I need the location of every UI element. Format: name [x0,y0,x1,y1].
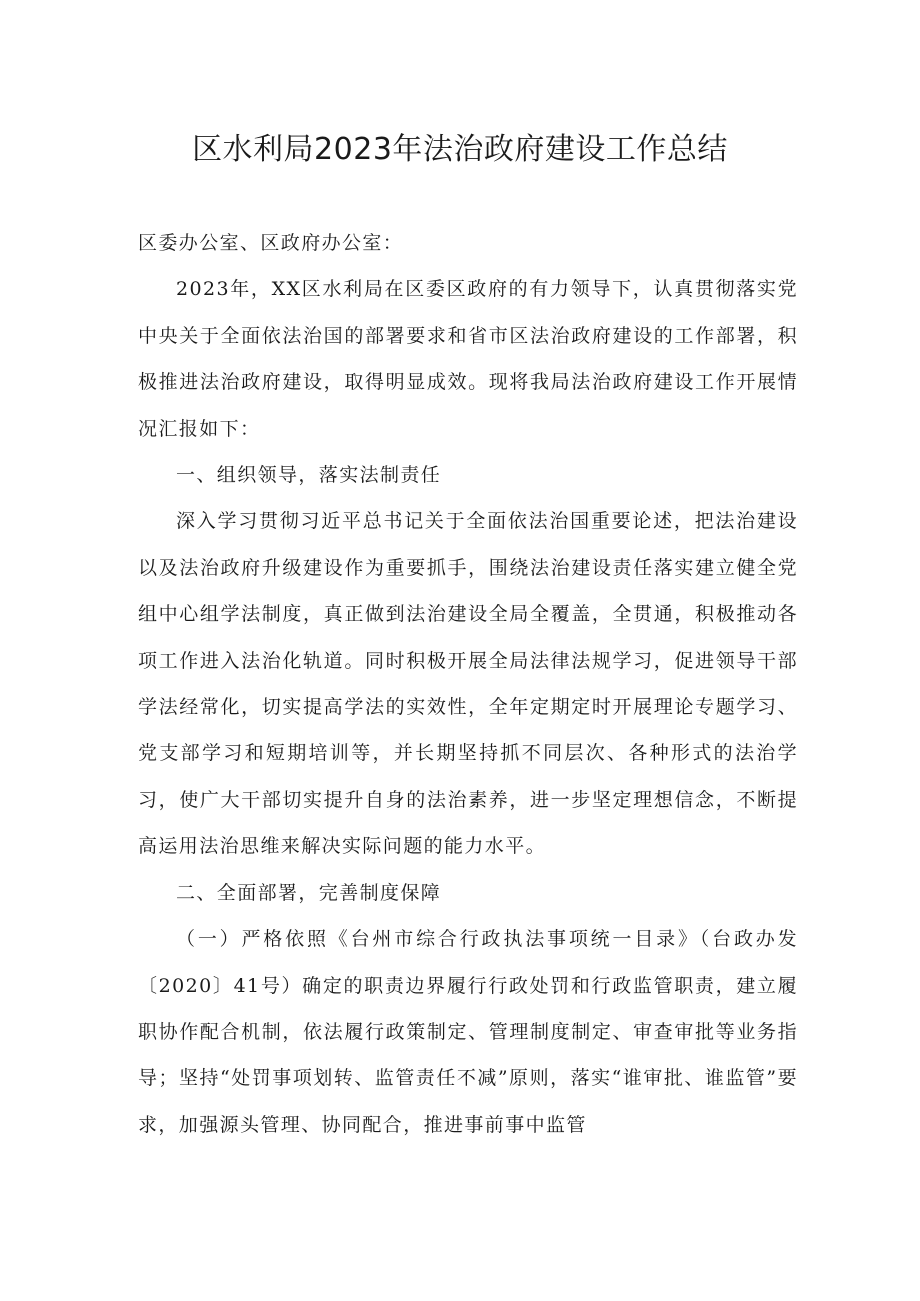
document-title: 区水利局2023年法治政府建设工作总结 [192,132,728,167]
intro-paragraph: 2023年，XX区水利局在区委区政府的有力领导下，认真贯彻落实党中央关于全面依法治国的部署要求和省市区法治政府建设的工作部署，积极推进法治政府建设，取得明显成效。现将我局法治政府建设工作开展情况汇报如下： [138,278,798,440]
section-heading-2: 二、全面部署，完善制度保障 [176,881,442,904]
section-heading-1: 一、组织领导，落实法制责任 [176,464,442,487]
section-1-paragraph: 深入学习贯彻习近平总书记关于全面依法治国重要论述，把法治建设以及法治政府升级建设作为重要抓手，围绕法治建设责任落实建立健全党组中心组学法制度，真正做到法治建设全局全覆盖，全贯通，积极推动各项工作进入法治化轨道。同时积极开展全局法律法规学习，促进领导干部学法经常化，切实提高学法的实效性，全年定期定时开展理论专题学习、党支部学习和短期培训等，并长期坚持抓不同层次、各种形式的法治学习，使广大干部切实提升自身的法治素养，进一步坚定理想信念，不断提高运用法治思维来解决实际问题的能力水平。 [138,510,798,858]
section-2-paragraph: （一）严格依照《台州市综合行政执法事项统一目录》（台政办发〔2020〕41号）确定的职责边界履行行政处罚和行政监管职责，建立履职协作配合机制，依法履行政策制定、管理制度制定、审查审批等业务指导；坚持“处罚事项划转、监管责任不减”原则，落实“谁审批、谁监管”要求，加强源头管理、协同配合，推进事前事中监管 [138,928,798,1136]
document-body [138,220,798,1148]
salutation: 区委办公室、区政府办公室： [138,232,404,254]
